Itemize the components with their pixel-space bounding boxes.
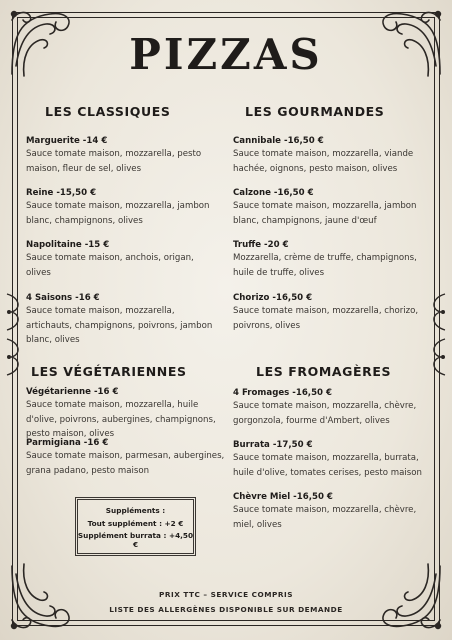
section-title-vegetariennes: LES VÉGÉTARIENNES xyxy=(31,364,187,379)
pizza-name: Parmigiana -16 € xyxy=(26,438,109,448)
pizza-description: Sauce tomate maison, mozzarella, chèvre, gorgonzola, fourme d'Ambert, olives xyxy=(233,401,417,426)
pizza-description: Sauce tomate maison, mozzarella, chorizo, poivrons, olives xyxy=(233,306,419,331)
side-scroll-ornament-icon xyxy=(427,290,449,334)
pizza-description: Sauce tomate maison, mozzarella, pesto maison, fleur de sel, olives xyxy=(26,149,202,174)
pizza-description: Sauce tomate maison, mozzarella, jambon blanc, champignons, jaune d'œuf xyxy=(233,201,417,226)
footer-prices-note: PRIX TTC – SERVICE COMPRIS xyxy=(159,590,293,599)
section-title-fromageres: LES FROMAGÈRES xyxy=(256,364,392,379)
pizza-name: Truffe -20 € xyxy=(233,240,289,250)
pizza-description: Sauce tomate maison, mozzarella, viande hachée, oignons, pesto maison, olives xyxy=(233,149,414,174)
pizza-description: Sauce tomate maison, mozzarella, jambon blanc, champignons, olives xyxy=(26,201,210,226)
pizza-name: Burrata -17,50 € xyxy=(233,440,313,450)
pizza-name: Cannibale -16,50 € xyxy=(233,136,324,146)
pizza-description: Sauce tomate maison, mozzarella, huile d'olive, poivrons, aubergines, champignons, pesto maison, olives xyxy=(26,400,216,440)
pizza-name: Marguerite -14 € xyxy=(26,136,108,146)
section-title-gourmandes: LES GOURMANDES xyxy=(245,104,385,119)
pizza-name: Chorizo -16,50 € xyxy=(233,293,313,303)
pizza-name: 4 Fromages -16,50 € xyxy=(233,388,332,398)
footer-allergens-note: LISTE DES ALLERGÈNES DISPONIBLE SUR DEMANDE xyxy=(109,605,343,614)
pizza-name: Chèvre Miel -16,50 € xyxy=(233,492,333,502)
pizza-description: Sauce tomate maison, parmesan, aubergines, grana padano, pesto maison xyxy=(26,451,225,476)
side-scroll-ornament-icon xyxy=(3,290,25,334)
pizza-name: Végétarienne -16 € xyxy=(26,387,119,397)
side-scroll-ornament-icon xyxy=(3,335,25,379)
pizza-description: Sauce tomate maison, mozzarella, burrata, huile d'olive, tomates cerises, pesto maison xyxy=(233,453,422,478)
supplements-line: Supplément burrata : +4,50 € xyxy=(77,531,194,549)
pizza-name: Reine -15,50 € xyxy=(26,188,97,198)
side-scroll-ornament-icon xyxy=(427,335,449,379)
pizza-description: Sauce tomate maison, mozzarella, chèvre, miel, olives xyxy=(233,505,417,530)
section-title-classiques: LES CLASSIQUES xyxy=(45,104,171,119)
pizza-description: Sauce tomate maison, mozzarella, artichauts, champignons, poivrons, jambon blanc, olives xyxy=(26,306,213,346)
pizza-name: Napolitaine -15 € xyxy=(26,240,110,250)
pizza-description: Sauce tomate maison, anchois, origan, olives xyxy=(26,253,194,278)
supplements-line: Tout supplément : +2 € xyxy=(87,519,184,528)
pizza-name: 4 Saisons -16 € xyxy=(26,293,100,303)
pizza-description: Mozzarella, crème de truffe, champignons, huile de truffe, olives xyxy=(233,253,417,278)
pizza-name: Calzone -16,50 € xyxy=(233,188,314,198)
supplements-title: Suppléments : xyxy=(105,506,166,515)
menu-title: PIZZAS xyxy=(129,30,323,79)
